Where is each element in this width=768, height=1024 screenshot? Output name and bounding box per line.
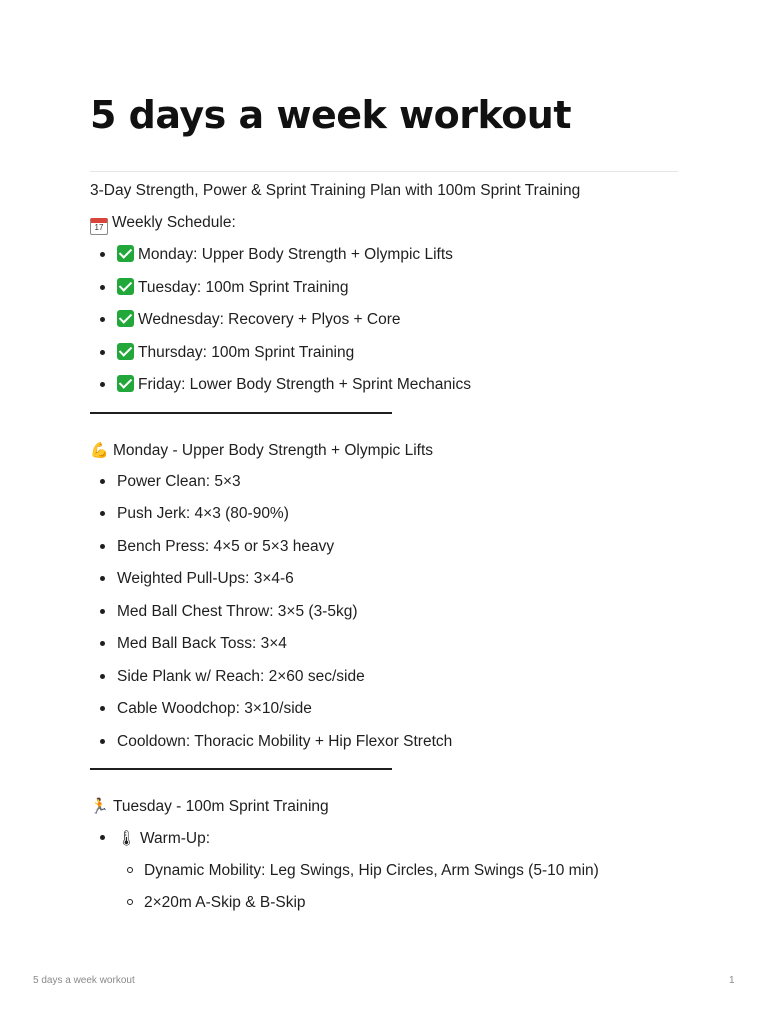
sub-list-item: Dynamic Mobility: Leg Swings, Hip Circles, Arm Swings (5-10 min) [90,858,690,891]
list-item: Monday: Upper Body Strength + Olympic Lifts [90,242,690,275]
footer-document-name: 5 days a week workout [33,975,135,986]
check-mark-icon [117,343,134,360]
list-item: Tuesday: 100m Sprint Training [90,275,690,308]
footer-page-number: 1 [729,975,735,986]
monday-exercise-list [90,469,690,762]
list-item: Thursday: 100m Sprint Training [90,340,690,373]
tuesday-list [90,825,690,923]
weekly-schedule-heading: 17 Weekly Schedule: [90,210,690,242]
runner-icon: 🏃 [90,797,109,815]
check-mark-icon [117,278,134,295]
monday-heading: 💪 Monday - Upper Body Strength + Olympic Lifts [90,437,690,469]
check-mark-icon [117,245,134,262]
list-item: Bench Press: 4×5 or 5×3 heavy [90,534,690,567]
thermometer-icon: 🌡 [117,829,137,847]
title-divider [90,171,678,172]
list-item: Cooldown: Thoracic Mobility + Hip Flexor Stretch [90,729,690,762]
list-item: Side Plank w/ Reach: 2×60 sec/side [90,664,690,697]
calendar-icon: 17 [90,218,108,235]
list-item: Power Clean: 5×3 [90,469,690,502]
list-item: Med Ball Back Toss: 3×4 [90,631,690,664]
section-divider [90,405,690,437]
flexed-biceps-icon: 💪 [90,440,109,459]
tuesday-heading: 🏃 Tuesday - 100m Sprint Training [90,793,690,825]
list-item: Cable Woodchop: 3×10/side [90,696,690,729]
plan-subtitle: 3-Day Strength, Power & Sprint Training Plan with 100m Sprint Training [90,182,581,199]
weekly-schedule-list [90,242,690,405]
document-title: 5 days a week workout [90,93,572,137]
section-divider [90,761,690,793]
warmup-item: 🌡 Warm-Up: [90,825,690,858]
list-item: Med Ball Chest Throw: 3×5 (3-5kg) [90,599,690,632]
check-mark-icon [117,375,134,392]
list-item: Push Jerk: 4×3 (80-90%) [90,501,690,534]
list-item: Wednesday: Recovery + Plyos + Core [90,307,690,340]
list-item: Weighted Pull-Ups: 3×4-6 [90,566,690,599]
list-item: Friday: Lower Body Strength + Sprint Mechanics [90,372,690,405]
document-body [90,178,690,923]
sub-list-item: 2×20m A-Skip & B-Skip [90,890,690,923]
check-mark-icon [117,310,134,327]
